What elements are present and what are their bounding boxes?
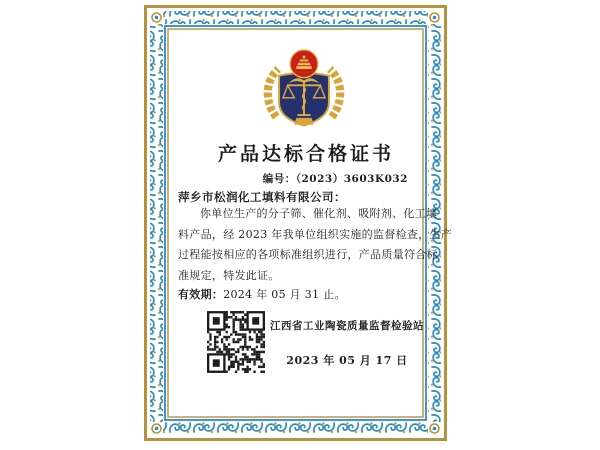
body-line: 过程能按相应的各项标准组织进行，产品质量符合标 (178, 248, 438, 261)
issuer-name: 江西省工业陶瓷质量监督检验站 (270, 320, 424, 332)
quality-supervision-emblem-icon (258, 47, 350, 133)
validity-label: 有效期： (178, 288, 224, 301)
issue-date: 2023 年 05 月 17 日 (286, 354, 408, 367)
body-line: 准规定，特发此证。 (178, 268, 280, 282)
qr-code (207, 311, 265, 373)
addressee-company: 萍乡市松润化工填料有限公司： (178, 190, 346, 204)
body-line: 料产品，经 2023 年我单位组织实施的监督检查，生产 (178, 227, 453, 241)
issuer-block (264, 318, 430, 368)
validity-value: 2024 年 05 月 31 止。 (223, 288, 346, 301)
validity-line (178, 286, 346, 302)
certificate-title: 产品达标合格证书 (217, 143, 394, 165)
certificate-body (178, 204, 453, 286)
certificate (144, 5, 453, 441)
serial-value: （2023）3603K032 (295, 173, 408, 185)
serial-number-line (263, 171, 408, 186)
body-line: 你单位生产的分子筛、催化剂、吸附剂、化工填 (200, 207, 438, 220)
certificate-content (144, 5, 453, 441)
serial-label: 编号： (262, 173, 296, 185)
